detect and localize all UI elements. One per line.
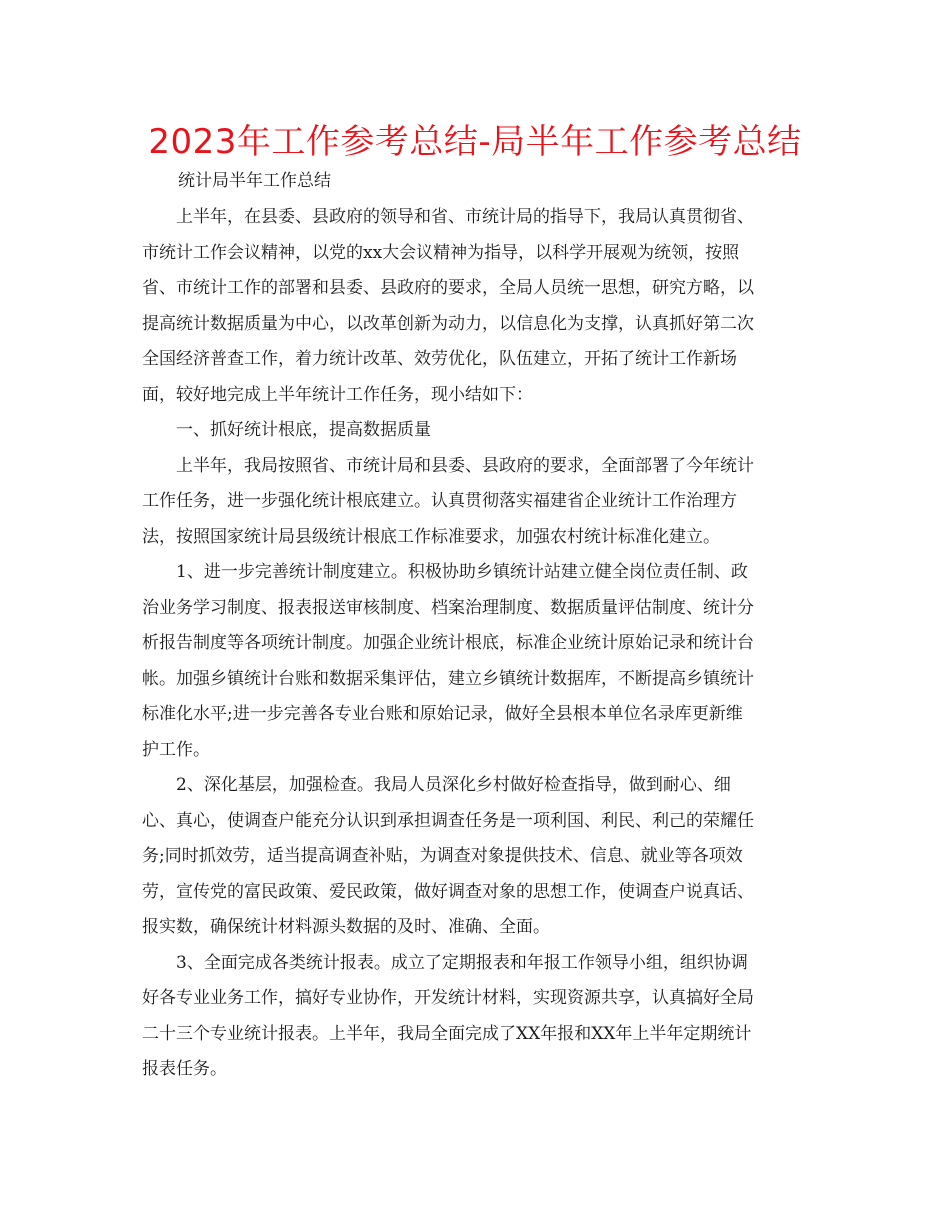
text-line: 工作任务，进一步强化统计根底建立。认真贯彻落实福建省企业统计工作治理方 — [142, 491, 737, 511]
paragraph-section-intro — [142, 449, 812, 556]
document-title: 2023年工作参考总结-局半年工作参考总结 — [148, 122, 802, 162]
text-line: 提高统计数据质量为中心，以改革创新为动力，以信息化为支撑，认真抓好第二次 — [142, 313, 754, 334]
text-line: 好各专业业务工作，搞好专业协作，开发统计材料，实现资源共享，认真搞好全局 — [142, 988, 754, 1008]
text-line: 护工作。 — [142, 739, 210, 760]
text-line: 上半年，在县委、县政府的领导和省、市统计局的指导下，我局认真贯彻省、 — [176, 207, 754, 227]
text-line: 二十三个专业统计报表。上半年，我局全面完成了XX年报和XX年上半年定期统计 — [142, 1023, 752, 1044]
section-heading — [142, 413, 812, 449]
text-line: 2、深化基层，加强检查。我局人员深化乡村做好检查指导，做到耐心、细 — [176, 775, 731, 795]
text-line: 市统计工作会议精神，以党的xx大会议精神为指导，以科学开展观为统领，按照 — [142, 242, 740, 263]
text-line: 报表任务。 — [142, 1059, 227, 1079]
heading-line: 一、抓好统计根底，提高数据质量 — [176, 420, 431, 440]
paragraph-item-2 — [142, 768, 812, 946]
text-line: 务;同时抓效劳，适当提高调查补贴，为调查对象提供技术、信息、就业等各项效 — [142, 846, 743, 866]
text-line: 面，较好地完成上半年统计工作任务，现小结如下： — [142, 384, 533, 405]
text-line: 析报告制度等各项统计制度。加强企业统计根底，标准企业统计原始记录和统计台 — [142, 633, 754, 653]
text-line: 治业务学习制度、报表报送审核制度、档案治理制度、数据质量评估制度、统计分 — [142, 597, 754, 618]
text-line: 上半年，我局按照省、市统计局和县委、县政府的要求，全面部署了今年统计 — [176, 455, 754, 476]
paragraph-item-3 — [142, 946, 812, 1088]
document-subtitle: 统计局半年工作总结 — [178, 171, 331, 191]
text-line: 全国经济普查工作，着力统计改革、效劳优化，队伍建立，开拓了统计工作新场 — [142, 349, 737, 369]
text-line: 3、全面完成各类统计报表。成立了定期报表和年报工作领导小组，组织协调 — [176, 952, 748, 973]
text-line: 劳，宣传党的富民政策、爱民政策，做好调查对象的思想工作，使调查户说真话、 — [142, 881, 754, 902]
text-line: 心、真心，使调查户能充分认识到承担调查任务是一项利国、利民、利己的荣耀任 — [142, 810, 754, 831]
paragraph-intro — [142, 200, 812, 413]
document-body — [142, 200, 812, 1088]
text-line: 省、市统计工作的部署和县委、县政府的要求，全局人员统一思想，研究方略，以 — [142, 278, 754, 298]
text-line: 标准化水平;进一步完善各专业台账和原始记录，做好全县根本单位名录库更新维 — [142, 704, 743, 724]
text-line: 帐。加强乡镇统计台账和数据采集评估，建立乡镇统计数据库，不断提高乡镇统计 — [142, 668, 754, 689]
text-line: 法，按照国家统计局县级统计根底工作标准要求，加强农村统计标准化建立。 — [142, 526, 720, 547]
text-line: 报实数，确保统计材料源头数据的及时、准确、全面。 — [142, 917, 550, 937]
paragraph-item-1 — [142, 555, 812, 768]
text-line: 1、进一步完善统计制度建立。积极协助乡镇统计站建立健全岗位责任制、政 — [176, 562, 748, 582]
